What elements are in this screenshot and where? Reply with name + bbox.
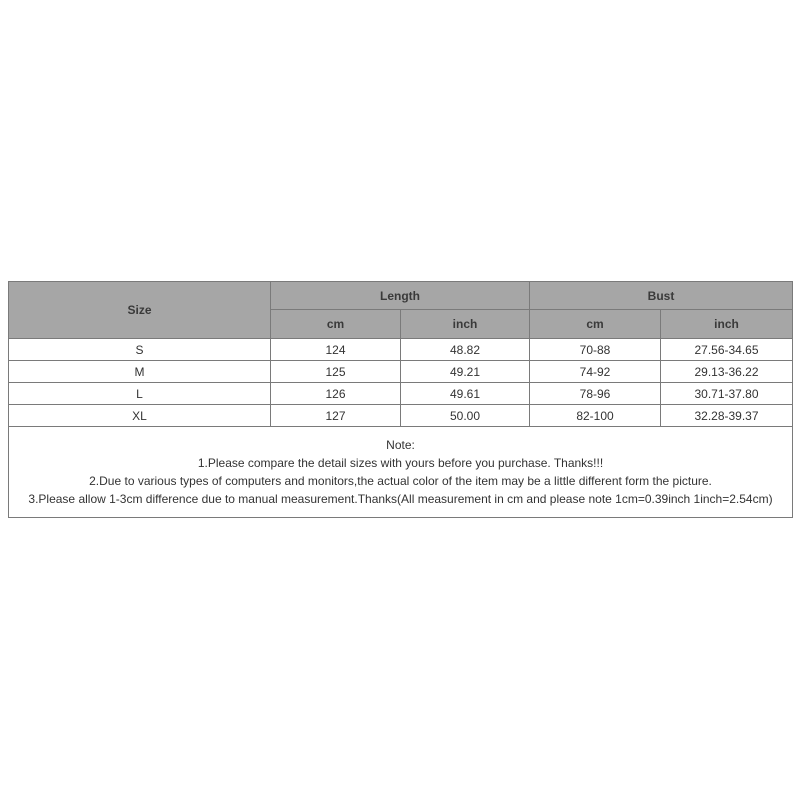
cell-length-inch: 50.00 [401, 405, 530, 427]
cell-size: XL [9, 405, 271, 427]
cell-length-inch: 49.21 [401, 361, 530, 383]
cell-bust-cm: 74-92 [530, 361, 661, 383]
note-title: Note: [386, 438, 415, 452]
header-length-inch: inch [401, 310, 530, 339]
cell-length-cm: 124 [271, 339, 401, 361]
cell-length-cm: 125 [271, 361, 401, 383]
cell-length-inch: 49.61 [401, 383, 530, 405]
note-line-3: 3.Please allow 1-3cm difference due to manual measurement.Thanks(All measurement in cm and please note 1cm=0.39inch 1inch=2.54cm) [28, 492, 773, 506]
cell-size: S [9, 339, 271, 361]
note-line-2: 2.Due to various types of computers and monitors,the actual color of the item may be a little different form the picture. [89, 474, 712, 488]
header-bust: Bust [530, 282, 793, 310]
note-line-1: 1.Please compare the detail sizes with yours before you purchase. Thanks!!! [197, 456, 604, 470]
header-length: Length [271, 282, 530, 310]
cell-bust-inch: 29.13-36.22 [661, 361, 793, 383]
size-table [8, 281, 793, 518]
cell-length-inch: 48.82 [401, 339, 530, 361]
table-row [9, 405, 793, 427]
cell-bust-inch: 30.71-37.80 [661, 383, 793, 405]
cell-size: M [9, 361, 271, 383]
table-row [9, 339, 793, 361]
header-size: Size [9, 282, 271, 339]
cell-bust-cm: 82-100 [530, 405, 661, 427]
header-length-cm: cm [271, 310, 401, 339]
cell-bust-cm: 78-96 [530, 383, 661, 405]
table-row [9, 383, 793, 405]
table-row [9, 361, 793, 383]
note-cell [9, 427, 793, 518]
note-row [9, 427, 793, 518]
cell-size: L [9, 383, 271, 405]
size-chart [8, 281, 792, 518]
cell-bust-inch: 32.28-39.37 [661, 405, 793, 427]
header-bust-inch: inch [661, 310, 793, 339]
header-bust-cm: cm [530, 310, 661, 339]
cell-bust-cm: 70-88 [530, 339, 661, 361]
cell-length-cm: 126 [271, 383, 401, 405]
header-row-main [9, 282, 793, 310]
cell-bust-inch: 27.56-34.65 [661, 339, 793, 361]
cell-length-cm: 127 [271, 405, 401, 427]
